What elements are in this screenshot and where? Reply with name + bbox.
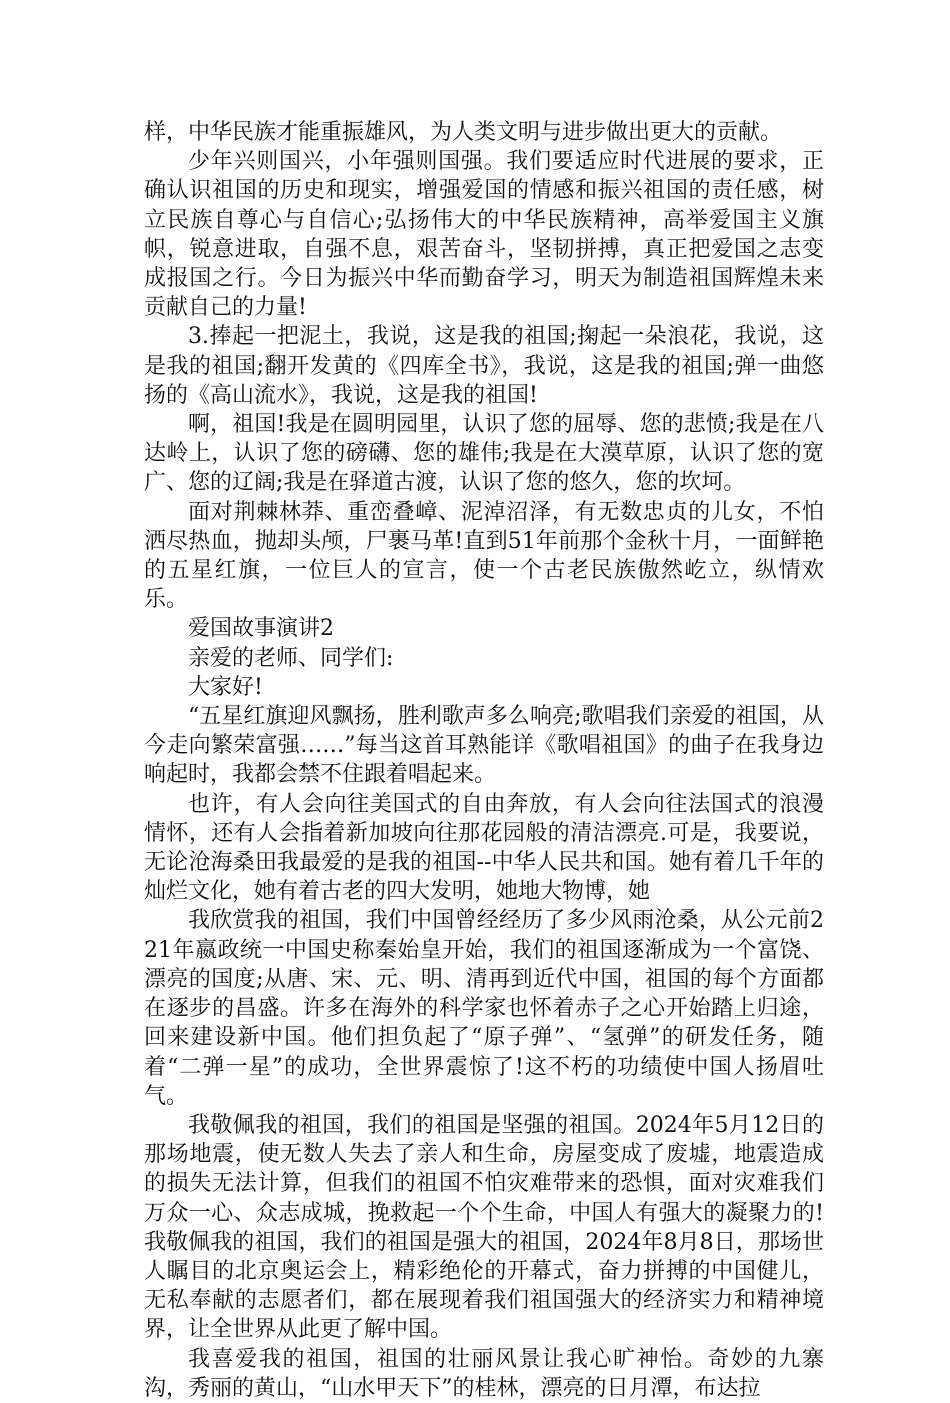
salutation: 亲爱的老师、同学们: — [188, 645, 394, 671]
paragraph: “五星红旗迎风飘扬，胜利歌声多么响亮;歌唱我们亲爱的祖国，从今走向繁荣富强……”每当这首耳熟能详《歌唱祖国》的曲子在我身边响起时，我都会禁不住跟着唱起来。 — [144, 704, 824, 788]
paragraph: 3.捧起一把泥土，我说，这是我的祖国;掬起一朵浪花，我说，这是我的祖国;翻开发黄的《四库全书》，我说，这是我的祖国;弹一曲悠扬的《高山流水》，我说，这是我的祖国! — [144, 324, 824, 408]
paragraph: 面对荆棘林莽、重峦叠嶂、泥淖沼泽，有无数忠贞的儿女，不怕洒尽热血，抛却头颅，尸裹马革!直到51年前那个金秋十月，一面鲜艳的五星红旗，一位巨人的宣言，使一个古老民族傲然屹立，纵情欢乐。 — [144, 499, 824, 613]
paragraph: 少年兴则国兴，小年强则国强。我们要适应时代进展的要求，正确认识祖国的历史和现实，增强爱国的情感和振兴祖国的责任感，树立民族自尊心与自信心;弘扬伟大的中华民族精神，高举爱国主义旗帜，锐意进取，自强不息，艰苦奋斗，坚韧拼搏，真正把爱国之志变成报国之行。今日为振兴中华而勤奋学习，明天为制造祖国辉煌未来贡献自己的力量! — [144, 149, 824, 321]
document-body — [144, 118, 824, 1403]
paragraph: 我欣赏我的祖国，我们中国曾经经历了多少风雨沧桑，从公元前221年嬴政统一中国史称秦始皇开始，我们的祖国逐渐成为一个富饶、漂亮的国度;从唐、宋、元、明、清再到近代中国，祖国的每个方面都在逐步的昌盛。许多在海外的科学家也怀着赤子之心开始踏上归途，回来建设新中国。他们担负起了“原子弹”、“氢弹”的研发任务，随着“二弹一星”的成功，全世界震惊了!这不朽的功绩使中国人扬眉吐气。 — [144, 908, 824, 1109]
greeting: 大家好! — [188, 674, 263, 700]
paragraph: 我敬佩我的祖国，我们的祖国是坚强的祖国。2024年5月12日的那场地震，使无数人失去了亲人和生命，房屋变成了废墟，地震造成的损失无法计算，但我们的祖国不怕灾难带来的恐惧，面对灾难我们万众一心、众志成城，挽救起一个个生命，中国人有强大的凝聚力的!我敬佩我的祖国，我们的祖国是强大的祖国，2024年8月8日，那场世人瞩目的北京奥运会上，精彩绝伦的开幕式，奋力拼搏的中国健儿，无私奉献的志愿者们，都在展现着我们祖国强大的经济实力和精神境界，让全世界从此更了解中国。 — [144, 1112, 824, 1343]
paragraph: 啊，祖国!我是在圆明园里，认识了您的屈辱、您的悲愤;我是在八达岭上，认识了您的磅礴、您的雄伟;我是在大漠草原，认识了您的宽广、您的辽阔;我是在驿道古渡，认识了您的悠久，您的坎坷。 — [144, 412, 824, 496]
paragraph: 也许，有人会向往美国式的自由奔放，有人会向往法国式的浪漫情怀，还有人会指着新加坡向往那花园般的清洁漂亮.可是，我要说，无论沧海桑田我最爱的是我的祖国--中华人民共和国。她有着几千年的灿烂文化，她有着古老的四大发明，她地大物博，她 — [144, 791, 824, 905]
paragraph: 我喜爱我的祖国，祖国的壮丽风景让我心旷神怡。奇妙的九寨沟，秀丽的黄山，“山水甲天下”的桂林，漂亮的日月潭，布达拉 — [144, 1346, 824, 1401]
paragraph: 样，中华民族才能重振雄风，为人类文明与进步做出更大的贡献。 — [144, 120, 783, 145]
section-heading: 爱国故事演讲2 — [188, 616, 334, 642]
